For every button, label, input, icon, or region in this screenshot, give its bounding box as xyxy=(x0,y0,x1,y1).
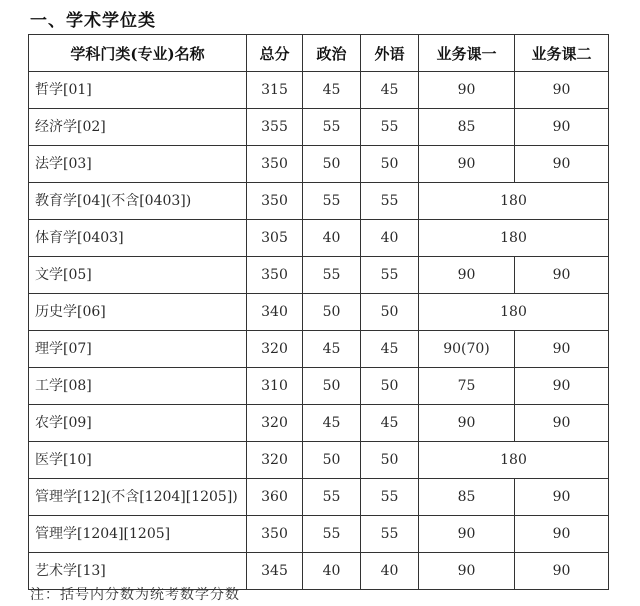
cell-total: 350 xyxy=(247,146,303,183)
cell-foreign: 40 xyxy=(361,553,419,590)
cell-politics: 55 xyxy=(303,516,361,553)
cell-subject-name: 教育学[04](不含[0403]) xyxy=(29,183,247,220)
cell-subject-name: 管理学[1204][1205] xyxy=(29,516,247,553)
header-course2: 业务课二 xyxy=(515,35,609,72)
cell-total: 310 xyxy=(247,368,303,405)
table-row xyxy=(29,368,609,405)
header-politics: 政治 xyxy=(303,35,361,72)
cell-course2: 90 xyxy=(515,109,609,146)
cell-course2: 90 xyxy=(515,146,609,183)
table-row xyxy=(29,109,609,146)
cell-subject-name: 经济学[02] xyxy=(29,109,247,146)
cell-course1: 85 xyxy=(419,109,515,146)
cell-course2: 90 xyxy=(515,368,609,405)
cell-subject-name: 文学[05] xyxy=(29,257,247,294)
cell-politics: 45 xyxy=(303,331,361,368)
cell-course2: 90 xyxy=(515,516,609,553)
cell-politics: 50 xyxy=(303,368,361,405)
header-course1: 业务课一 xyxy=(419,35,515,72)
table-row xyxy=(29,72,609,109)
table-row xyxy=(29,257,609,294)
table-body xyxy=(29,72,609,590)
cell-foreign: 55 xyxy=(361,109,419,146)
cell-total: 350 xyxy=(247,257,303,294)
cell-courses-merged: 180 xyxy=(419,294,609,331)
cell-subject-name: 医学[10] xyxy=(29,442,247,479)
cell-course1: 90 xyxy=(419,72,515,109)
cell-subject-name: 哲学[01] xyxy=(29,72,247,109)
cell-foreign: 45 xyxy=(361,331,419,368)
cell-politics: 50 xyxy=(303,442,361,479)
cell-course1: 75 xyxy=(419,368,515,405)
cell-subject-name: 管理学[12](不含[1204][1205]) xyxy=(29,479,247,516)
cell-politics: 40 xyxy=(303,553,361,590)
cell-course1: 90(70) xyxy=(419,331,515,368)
cell-total: 320 xyxy=(247,442,303,479)
cell-course1: 90 xyxy=(419,257,515,294)
table-row xyxy=(29,405,609,442)
table-row xyxy=(29,479,609,516)
cell-subject-name: 农学[09] xyxy=(29,405,247,442)
cell-politics: 55 xyxy=(303,479,361,516)
cell-total: 355 xyxy=(247,109,303,146)
cell-course2: 90 xyxy=(515,331,609,368)
table-row xyxy=(29,516,609,553)
cell-subject-name: 历史学[06] xyxy=(29,294,247,331)
cell-foreign: 55 xyxy=(361,257,419,294)
cell-total: 360 xyxy=(247,479,303,516)
cell-course1: 90 xyxy=(419,553,515,590)
cell-total: 350 xyxy=(247,183,303,220)
cell-courses-merged: 180 xyxy=(419,183,609,220)
header-name: 学科门类(专业)名称 xyxy=(29,35,247,72)
cell-total: 350 xyxy=(247,516,303,553)
cell-foreign: 45 xyxy=(361,405,419,442)
cell-course1: 90 xyxy=(419,516,515,553)
cell-course1: 85 xyxy=(419,479,515,516)
cell-total: 345 xyxy=(247,553,303,590)
cell-courses-merged: 180 xyxy=(419,220,609,257)
cell-politics: 55 xyxy=(303,183,361,220)
cell-politics: 40 xyxy=(303,220,361,257)
cell-course2: 90 xyxy=(515,257,609,294)
cell-course2: 90 xyxy=(515,72,609,109)
table-row xyxy=(29,220,609,257)
cell-foreign: 45 xyxy=(361,72,419,109)
cell-politics: 50 xyxy=(303,294,361,331)
cell-foreign: 55 xyxy=(361,516,419,553)
header-foreign: 外语 xyxy=(361,35,419,72)
table-row xyxy=(29,331,609,368)
table-row xyxy=(29,183,609,220)
cell-total: 320 xyxy=(247,331,303,368)
cell-course1: 90 xyxy=(419,146,515,183)
cell-politics: 55 xyxy=(303,109,361,146)
score-table xyxy=(28,34,609,590)
cell-subject-name: 体育学[0403] xyxy=(29,220,247,257)
cell-course2: 90 xyxy=(515,405,609,442)
section-title: 一、学术学位类 xyxy=(30,11,156,31)
cell-politics: 45 xyxy=(303,72,361,109)
cell-subject-name: 艺术学[13] xyxy=(29,553,247,590)
table-header-row xyxy=(29,35,609,72)
header-total: 总分 xyxy=(247,35,303,72)
cell-course2: 90 xyxy=(515,553,609,590)
cell-courses-merged: 180 xyxy=(419,442,609,479)
table-row xyxy=(29,294,609,331)
cell-foreign: 50 xyxy=(361,442,419,479)
cell-foreign: 50 xyxy=(361,294,419,331)
cell-total: 320 xyxy=(247,405,303,442)
cell-subject-name: 工学[08] xyxy=(29,368,247,405)
cell-politics: 45 xyxy=(303,405,361,442)
table-row xyxy=(29,442,609,479)
cell-foreign: 55 xyxy=(361,183,419,220)
cell-subject-name: 理学[07] xyxy=(29,331,247,368)
footnote: 注：括号内分数为统考数学分数 xyxy=(30,587,240,603)
cell-foreign: 50 xyxy=(361,146,419,183)
cell-politics: 50 xyxy=(303,146,361,183)
cell-foreign: 50 xyxy=(361,368,419,405)
cell-course1: 90 xyxy=(419,405,515,442)
cell-course2: 90 xyxy=(515,479,609,516)
cell-politics: 55 xyxy=(303,257,361,294)
table-row xyxy=(29,146,609,183)
cell-total: 315 xyxy=(247,72,303,109)
cell-foreign: 40 xyxy=(361,220,419,257)
cell-total: 305 xyxy=(247,220,303,257)
cell-foreign: 55 xyxy=(361,479,419,516)
cell-total: 340 xyxy=(247,294,303,331)
cell-subject-name: 法学[03] xyxy=(29,146,247,183)
